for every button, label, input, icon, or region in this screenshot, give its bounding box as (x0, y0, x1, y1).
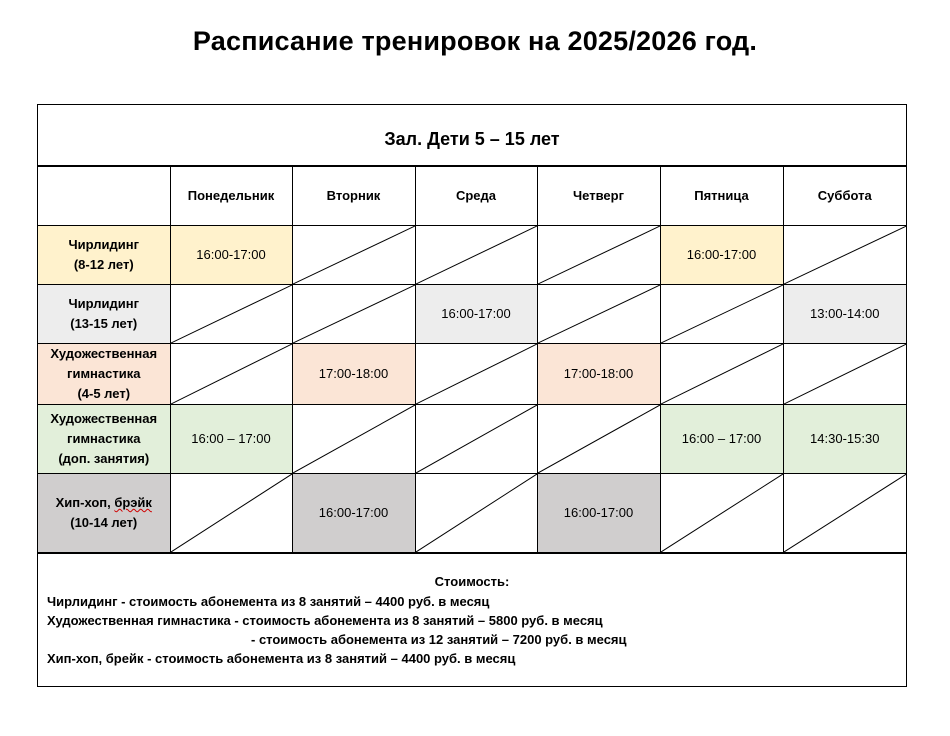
activity-label-line: (доп. занятия) (58, 451, 150, 466)
diagonal-strike (538, 405, 660, 473)
diagonal-strike (171, 474, 292, 552)
empty-cell (170, 285, 292, 344)
day-header: Среда (415, 167, 537, 226)
activity-label-line: гимнастика (67, 431, 141, 446)
diagonal-strike (416, 474, 537, 552)
price-line-gymnastics-8: Художественная гимнастика - стоимость абонемента из 8 занятий – 5800 руб. в месяц (47, 613, 603, 628)
diagonal-strike (416, 226, 537, 284)
diagonal-line (416, 344, 537, 404)
day-header: Пятница (660, 167, 783, 226)
day-header: Понедельник (170, 167, 292, 226)
diagonal-line (293, 285, 415, 343)
empty-cell (660, 474, 783, 553)
diagonal-strike (784, 226, 907, 284)
activity-label-line: (10-14 лет) (70, 515, 138, 530)
activity-label-line: Чирлидинг (68, 296, 139, 311)
diagonal-strike (293, 226, 415, 284)
empty-cell (170, 344, 292, 405)
empty-cell (415, 474, 537, 553)
diagonal-line (171, 285, 292, 343)
empty-cell (415, 226, 537, 285)
activity-label-text: брэйк (114, 495, 152, 510)
diagonal-strike (784, 344, 907, 404)
diagonal-line (784, 474, 907, 552)
diagonal-line (661, 344, 783, 404)
schedule-row (38, 405, 906, 474)
diagonal-strike (784, 474, 907, 552)
diagonal-line (416, 405, 537, 473)
session-time-cell: 17:00-18:00 (537, 344, 660, 405)
price-line-hiphop: Хип-хоп, брейк - стоимость абонемента из 8 занятий – 4400 руб. в месяц (47, 651, 516, 666)
day-header: Четверг (537, 167, 660, 226)
empty-cell (660, 285, 783, 344)
prices-heading: Стоимость: (434, 574, 510, 589)
corner-cell (38, 167, 170, 226)
price-line-gymnastics-12: - стоимость абонемента из 12 занятий – 7200 руб. в месяц (251, 632, 627, 647)
activity-label (38, 344, 170, 405)
empty-cell (783, 474, 906, 553)
session-time-cell: 16:00 – 17:00 (170, 405, 292, 474)
schedule-row (38, 474, 906, 553)
diagonal-line (416, 474, 537, 552)
activity-label (38, 285, 170, 344)
activity-label-line: (8-12 лет) (73, 257, 134, 272)
schedule-grid (38, 166, 906, 553)
activity-label-line: гимнастика (67, 366, 141, 381)
session-time-cell: 16:00-17:00 (660, 226, 783, 285)
diagonal-strike (661, 344, 783, 404)
diagonal-strike (416, 405, 537, 473)
diagonal-line (171, 474, 292, 552)
empty-cell (170, 474, 292, 553)
activity-label-line: Художественная (50, 346, 158, 361)
activity-label-line (38, 493, 170, 513)
diagonal-line (784, 226, 907, 284)
diagonal-line (784, 344, 907, 404)
diagonal-strike (293, 405, 415, 473)
diagonal-strike (171, 344, 292, 404)
empty-cell (537, 405, 660, 474)
diagonal-line (661, 474, 783, 552)
schedule-row (38, 285, 906, 344)
session-time-cell: 13:00-14:00 (783, 285, 906, 344)
diagonal-strike (661, 285, 783, 343)
diagonal-strike (538, 226, 660, 284)
hall-title: Зал. Дети 5 – 15 лет (38, 105, 906, 166)
empty-cell (660, 344, 783, 405)
diagonal-strike (661, 474, 783, 552)
prices-section (38, 553, 906, 687)
session-time-cell: 17:00-18:00 (292, 344, 415, 405)
activity-label-line: Чирлидинг (68, 237, 139, 252)
empty-cell (292, 226, 415, 285)
empty-cell (292, 285, 415, 344)
activity-label-line: Художественная (50, 411, 158, 426)
diagonal-line (293, 405, 415, 473)
activity-label (38, 474, 170, 553)
session-time-cell: 16:00-17:00 (292, 474, 415, 553)
diagonal-strike (538, 285, 660, 343)
activity-label (38, 226, 170, 285)
empty-cell (292, 405, 415, 474)
diagonal-strike (171, 285, 292, 343)
page-title: Расписание тренировок на 2025/2026 год. (192, 26, 758, 56)
activity-label-line: (13-15 лет) (70, 316, 138, 331)
diagonal-line (538, 405, 660, 473)
activity-label-text: Хип-хоп, (55, 495, 115, 510)
price-line-cheerleading: Чирлидинг - стоимость абонемента из 8 занятий – 4400 руб. в месяц (47, 594, 490, 609)
diagonal-line (171, 344, 292, 404)
diagonal-strike (416, 344, 537, 404)
empty-cell (415, 405, 537, 474)
empty-cell (537, 226, 660, 285)
diagonal-strike (293, 285, 415, 343)
diagonal-line (661, 285, 783, 343)
schedule-table (37, 104, 907, 687)
session-time-cell: 16:00-17:00 (415, 285, 537, 344)
empty-cell (537, 285, 660, 344)
diagonal-line (538, 285, 660, 343)
schedule-row (38, 344, 906, 405)
schedule-row (38, 226, 906, 285)
diagonal-line (416, 226, 537, 284)
session-time-cell: 16:00 – 17:00 (660, 405, 783, 474)
empty-cell (415, 344, 537, 405)
activity-label-line: (4-5 лет) (77, 386, 131, 401)
empty-cell (783, 344, 906, 405)
session-time-cell: 16:00-17:00 (537, 474, 660, 553)
session-time-cell: 16:00-17:00 (170, 226, 292, 285)
diagonal-line (293, 226, 415, 284)
day-header: Суббота (783, 167, 906, 226)
activity-label (38, 405, 170, 474)
day-header: Вторник (292, 167, 415, 226)
diagonal-line (538, 226, 660, 284)
session-time-cell: 14:30-15:30 (783, 405, 906, 474)
empty-cell (783, 226, 906, 285)
